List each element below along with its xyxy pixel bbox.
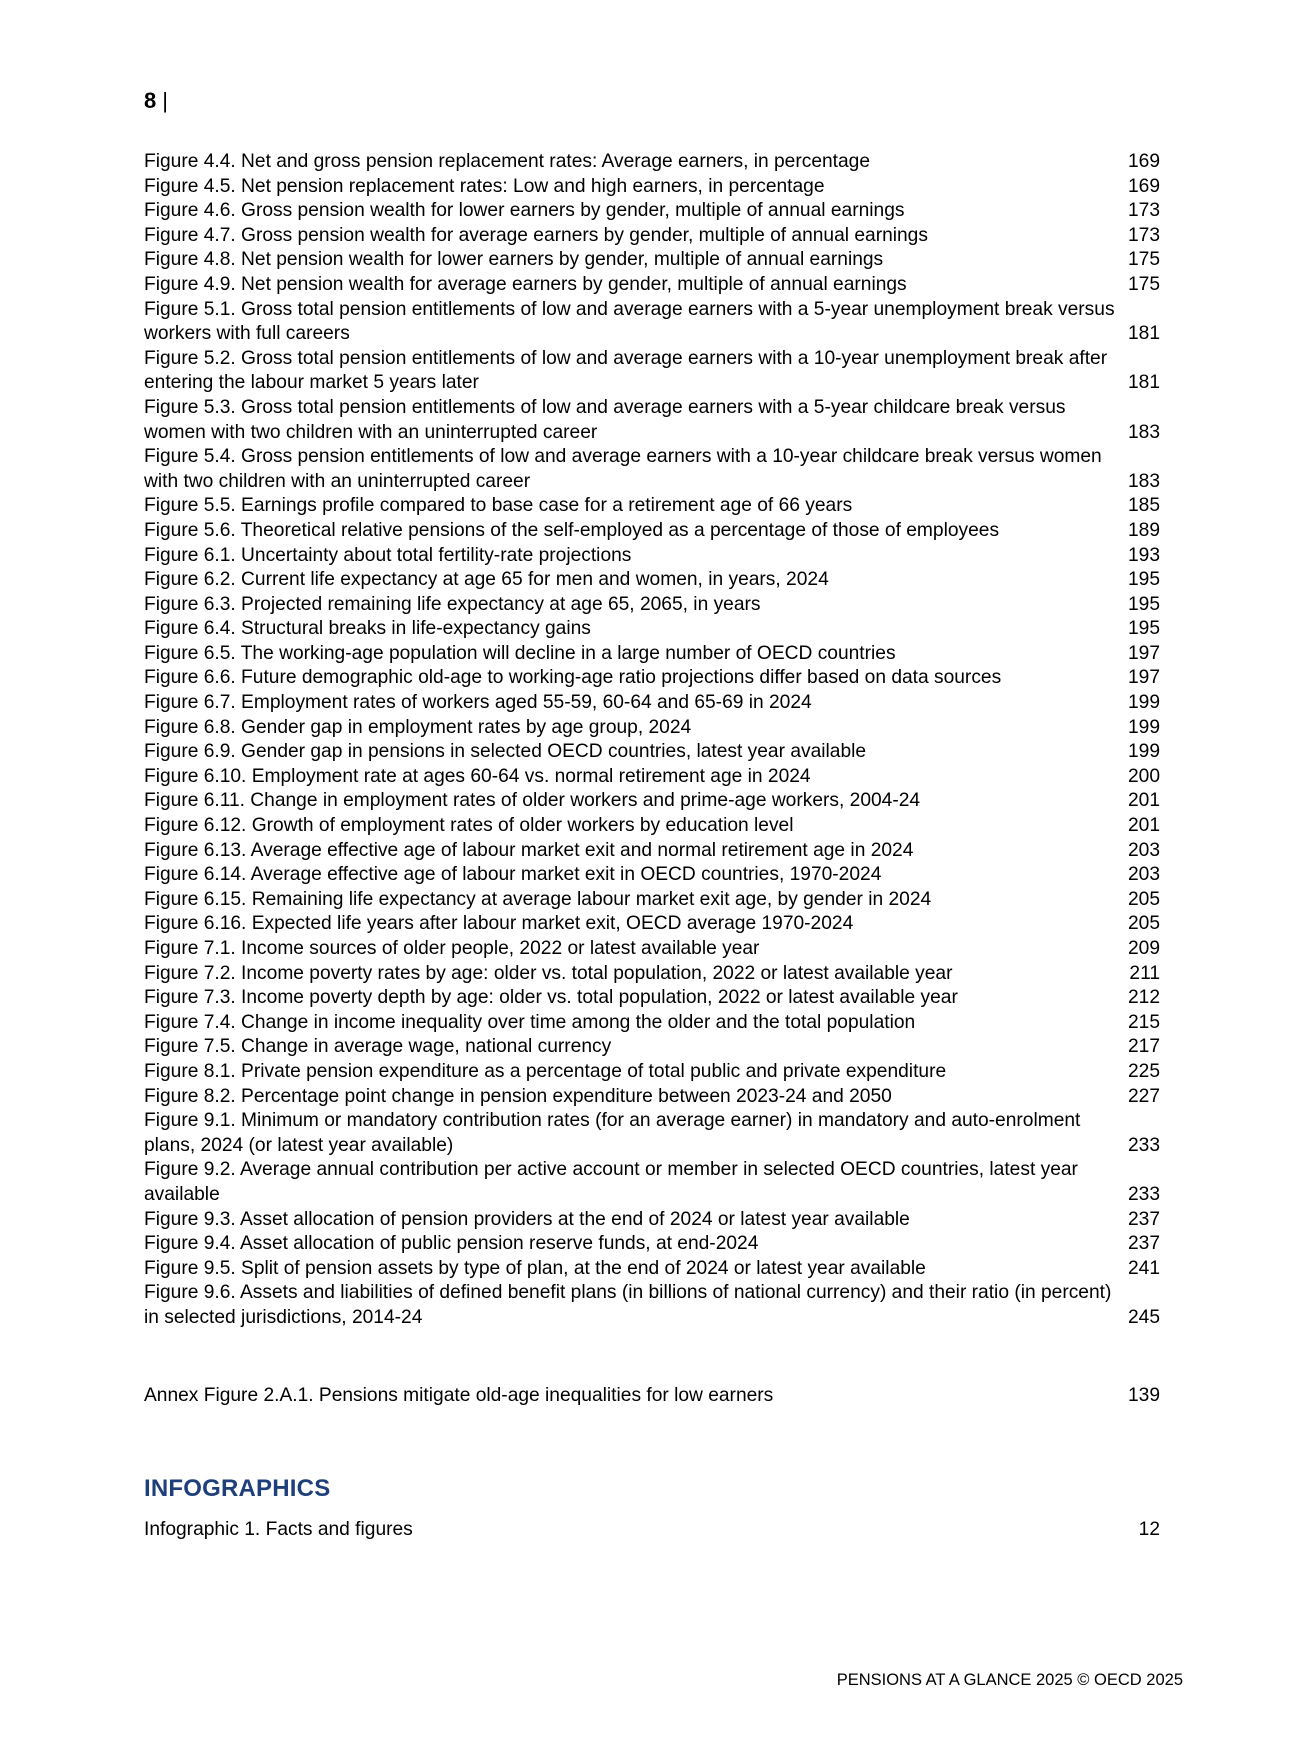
toc-entry[interactable]: [144, 1518, 1160, 1543]
toc-entry-page: 205: [1127, 913, 1160, 935]
toc-entry-page: 183: [1127, 421, 1160, 443]
toc-entry-title: Figure 4.5. Net pension replacement rates: Low and high earners, in percentage: [144, 175, 825, 197]
toc-entry-page: 212: [1127, 987, 1160, 1009]
toc-entry[interactable]: [144, 617, 1160, 642]
toc-entry-title: Figure 7.3. Income poverty depth by age: older vs. total population, 2022 or latest available year: [144, 987, 958, 1009]
toc-entry[interactable]: [144, 1085, 1160, 1110]
infographics-heading: INFOGRAPHICS: [144, 1475, 331, 1502]
annex-figures-list: [144, 1384, 1160, 1409]
toc-entry-title: Figure 6.7. Employment rates of workers aged 55-59, 60-64 and 65-69 in 2024: [144, 692, 812, 714]
toc-entry-title: Figure 6.13. Average effective age of labour market exit and normal retirement age in 2024: [144, 839, 914, 861]
toc-entry-page: 237: [1127, 1233, 1160, 1255]
toc-entry-title: Figure 6.1. Uncertainty about total fertility-rate projections: [144, 544, 632, 566]
toc-entry-page: 175: [1127, 249, 1160, 271]
toc-entry-title: Figure 6.11. Change in employment rates of older workers and prime-age workers, 2004-24: [144, 790, 921, 812]
toc-entry[interactable]: [144, 1384, 1160, 1409]
toc-entry[interactable]: [144, 199, 1160, 224]
toc-entry[interactable]: [144, 1109, 1160, 1158]
toc-entry-page: 195: [1127, 618, 1160, 640]
toc-entry[interactable]: [144, 175, 1160, 200]
toc-entry-page: 237: [1127, 1208, 1160, 1230]
toc-entry[interactable]: [144, 814, 1160, 839]
toc-entry[interactable]: [144, 666, 1160, 691]
toc-entry-page: 203: [1127, 864, 1160, 886]
toc-entry-page: 12: [1138, 1519, 1160, 1540]
toc-entry[interactable]: [144, 273, 1160, 298]
toc-entry-page: 173: [1127, 224, 1160, 246]
toc-entry-title: Figure 9.6. Assets and liabilities of defined benefit plans (in billions of national currency) and their ratio (in percent) in selected jurisdictions, 2014-24: [144, 1282, 1112, 1328]
toc-entry-title: Figure 9.4. Asset allocation of public pension reserve funds, at end-2024: [144, 1233, 759, 1255]
toc-entry-page: 211: [1129, 962, 1160, 984]
toc-entry-page: 199: [1127, 692, 1160, 714]
toc-entry-title: Figure 6.10. Employment rate at ages 60-64 vs. normal retirement age in 2024: [144, 765, 811, 787]
toc-entry-title: Figure 4.9. Net pension wealth for average earners by gender, multiple of annual earnings: [144, 273, 907, 295]
toc-entry[interactable]: [144, 789, 1160, 814]
toc-entry[interactable]: [144, 691, 1160, 716]
toc-entry[interactable]: [144, 494, 1160, 519]
toc-entry[interactable]: [144, 593, 1160, 618]
toc-entry[interactable]: [144, 1232, 1160, 1257]
toc-entry-page: 183: [1127, 470, 1160, 492]
toc-entry-title: Figure 7.4. Change in income inequality over time among the older and the total population: [144, 1011, 916, 1033]
toc-entry[interactable]: [144, 396, 1160, 445]
toc-entry[interactable]: [144, 888, 1160, 913]
toc-entry[interactable]: [144, 568, 1160, 593]
toc-entry-page: 173: [1127, 200, 1160, 222]
toc-entry[interactable]: [144, 765, 1160, 790]
toc-entry-page: 189: [1127, 519, 1160, 541]
toc-entry-page: 227: [1127, 1085, 1160, 1107]
toc-entry[interactable]: [144, 1060, 1160, 1085]
toc-entry[interactable]: [144, 1208, 1160, 1233]
toc-entry[interactable]: [144, 445, 1160, 494]
toc-entry[interactable]: [144, 986, 1160, 1011]
toc-entry-page: 233: [1127, 1183, 1160, 1205]
toc-entry-title: Figure 7.5. Change in average wage, national currency: [144, 1036, 612, 1058]
toc-entry[interactable]: [144, 912, 1160, 937]
toc-entry-page: 205: [1127, 888, 1160, 910]
toc-entry-page: 215: [1127, 1011, 1160, 1033]
toc-entry[interactable]: [144, 740, 1160, 765]
toc-entry[interactable]: [144, 298, 1160, 347]
toc-entry-page: 169: [1127, 151, 1160, 172]
toc-entry-title: Figure 5.4. Gross pension entitlements of low and average earners with a 10-year childcare break versus women with two children with an uninterrupted career: [144, 446, 1102, 492]
toc-entry-page: 201: [1127, 790, 1160, 812]
toc-entry[interactable]: [144, 937, 1160, 962]
toc-entry-title: Figure 5.3. Gross total pension entitlements of low and average earners with a 5-year childcare break versus women with two children with an uninterrupted career: [144, 396, 1066, 443]
toc-entry[interactable]: [144, 839, 1160, 864]
toc-entry-page: 241: [1127, 1257, 1160, 1279]
toc-entry[interactable]: [144, 544, 1160, 569]
toc-entry-page: 203: [1127, 839, 1160, 861]
toc-entry-page: 193: [1127, 544, 1160, 566]
toc-entry-title: Figure 5.1. Gross total pension entitlements of low and average earners with a 5-year unemployment break versus workers with full careers: [144, 298, 1115, 345]
infographics-list: [144, 1518, 1160, 1543]
page-number-value: 8: [144, 88, 157, 113]
toc-entry-title: Figure 7.1. Income sources of older people, 2022 or latest available year: [144, 938, 760, 959]
toc-entry[interactable]: [144, 1011, 1160, 1036]
toc-entry-title: Figure 6.6. Future demographic old-age to working-age ratio projections differ based on data sources: [144, 667, 1002, 689]
toc-entry-page: 181: [1127, 323, 1160, 345]
toc-entry-title: Figure 8.1. Private pension expenditure as a percentage of total public and private expenditure: [144, 1060, 947, 1082]
toc-entry-title: Figure 4.7. Gross pension wealth for average earners by gender, multiple of annual earnings: [144, 224, 928, 246]
toc-entry[interactable]: [144, 962, 1160, 987]
toc-entry[interactable]: [144, 642, 1160, 667]
toc-entry-title: Figure 6.4. Structural breaks in life-expectancy gains: [144, 618, 591, 640]
toc-entry-page: 199: [1127, 741, 1160, 763]
toc-entry-page: 201: [1127, 815, 1160, 837]
toc-entry-page: 181: [1127, 372, 1160, 394]
toc-entry-page: 195: [1127, 593, 1160, 615]
toc-entry-page: 139: [1127, 1385, 1160, 1406]
toc-entry[interactable]: [144, 347, 1160, 396]
toc-entry-page: 199: [1127, 716, 1160, 738]
toc-entry-page: 175: [1127, 273, 1160, 295]
toc-entry-page: 200: [1127, 765, 1160, 787]
toc-entry[interactable]: [144, 716, 1160, 741]
toc-entry-page: 217: [1127, 1036, 1160, 1058]
toc-entry-title: Figure 6.16. Expected life years after labour market exit, OECD average 1970-2024: [144, 913, 854, 935]
toc-entry-title: Figure 6.14. Average effective age of labour market exit in OECD countries, 1970-2024: [144, 864, 882, 886]
page-footer: PENSIONS AT A GLANCE 2025 © OECD 2025: [836, 1671, 1183, 1689]
toc-entry-page: 195: [1127, 569, 1160, 591]
toc-entry-title: Figure 6.5. The working-age population will decline in a large number of OECD countries: [144, 642, 896, 664]
toc-entry-title: Figure 8.2. Percentage point change in pension expenditure between 2023-24 and 2050: [144, 1085, 892, 1107]
toc-entry[interactable]: [144, 1158, 1160, 1207]
toc-entry-title: Figure 6.3. Projected remaining life expectancy at age 65, 2065, in years: [144, 593, 761, 615]
toc-entry-title: Figure 6.15. Remaining life expectancy at average labour market exit age, by gender in 2024: [144, 888, 932, 910]
toc-entry-title: Figure 6.9. Gender gap in pensions in selected OECD countries, latest year available: [144, 741, 867, 763]
toc-entry-title: Infographic 1. Facts and figures: [144, 1519, 413, 1540]
toc-entry-title: Annex Figure 2.A.1. Pensions mitigate old-age inequalities for low earners: [144, 1385, 774, 1406]
toc-entry[interactable]: [144, 224, 1160, 249]
toc-entry-page: 197: [1127, 642, 1160, 664]
toc-entry-title: Figure 9.5. Split of pension assets by type of plan, at the end of 2024 or latest year available: [144, 1257, 926, 1279]
toc-entry-page: 233: [1127, 1134, 1160, 1156]
toc-entry-title: Figure 4.6. Gross pension wealth for lower earners by gender, multiple of annual earnings: [144, 200, 905, 222]
toc-entry[interactable]: [144, 863, 1160, 888]
toc-entry-page: 209: [1127, 938, 1160, 959]
toc-entry-title: Figure 9.1. Minimum or mandatory contribution rates (for an average earner) in mandatory and auto-enrolment plans, 2024 (or latest year available): [144, 1110, 1081, 1156]
toc-entry-title: Figure 5.5. Earnings profile compared to base case for a retirement age of 66 years: [144, 495, 853, 517]
toc-entry-page: 197: [1127, 667, 1160, 689]
toc-entry-page: 185: [1127, 495, 1160, 517]
toc-entry-title: Figure 6.2. Current life expectancy at age 65 for men and women, in years, 2024: [144, 569, 829, 591]
toc-entry[interactable]: [144, 519, 1160, 544]
toc-entry[interactable]: [144, 1281, 1160, 1330]
toc-entry-page: 245: [1127, 1306, 1160, 1328]
toc-entry[interactable]: [144, 150, 1160, 175]
toc-entry-title: Figure 5.6. Theoretical relative pensions of the self-employed as a percentage of those of employees: [144, 519, 1000, 541]
toc-entry-title: Figure 5.2. Gross total pension entitlements of low and average earners with a 10-year unemployment break after entering the labour market 5 years later: [144, 347, 1108, 394]
toc-entry-title: Figure 9.3. Asset allocation of pension providers at the end of 2024 or latest year available: [144, 1208, 910, 1230]
toc-entry-page: 169: [1127, 175, 1160, 197]
toc-entry[interactable]: [144, 248, 1160, 273]
toc-entry-title: Figure 4.4. Net and gross pension replacement rates: Average earners, in percentage: [144, 151, 871, 172]
toc-entry-title: Figure 4.8. Net pension wealth for lower earners by gender, multiple of annual earnings: [144, 249, 884, 271]
toc-entry-title: Figure 9.2. Average annual contribution per active account or member in selected OECD countries, latest year available: [144, 1159, 1078, 1205]
toc-entry-page: 225: [1127, 1060, 1160, 1082]
toc-entry[interactable]: [144, 1035, 1160, 1060]
page-number: 8 |: [144, 88, 168, 113]
toc-entry-title: Figure 7.2. Income poverty rates by age: older vs. total population, 2022 or latest available year: [144, 962, 953, 984]
toc-entry-title: Figure 6.12. Growth of employment rates of older workers by education level: [144, 815, 794, 837]
toc-entry-title: Figure 6.8. Gender gap in employment rates by age group, 2024: [144, 716, 692, 738]
toc-entry[interactable]: [144, 1257, 1160, 1282]
list-of-figures: [144, 150, 1160, 1331]
